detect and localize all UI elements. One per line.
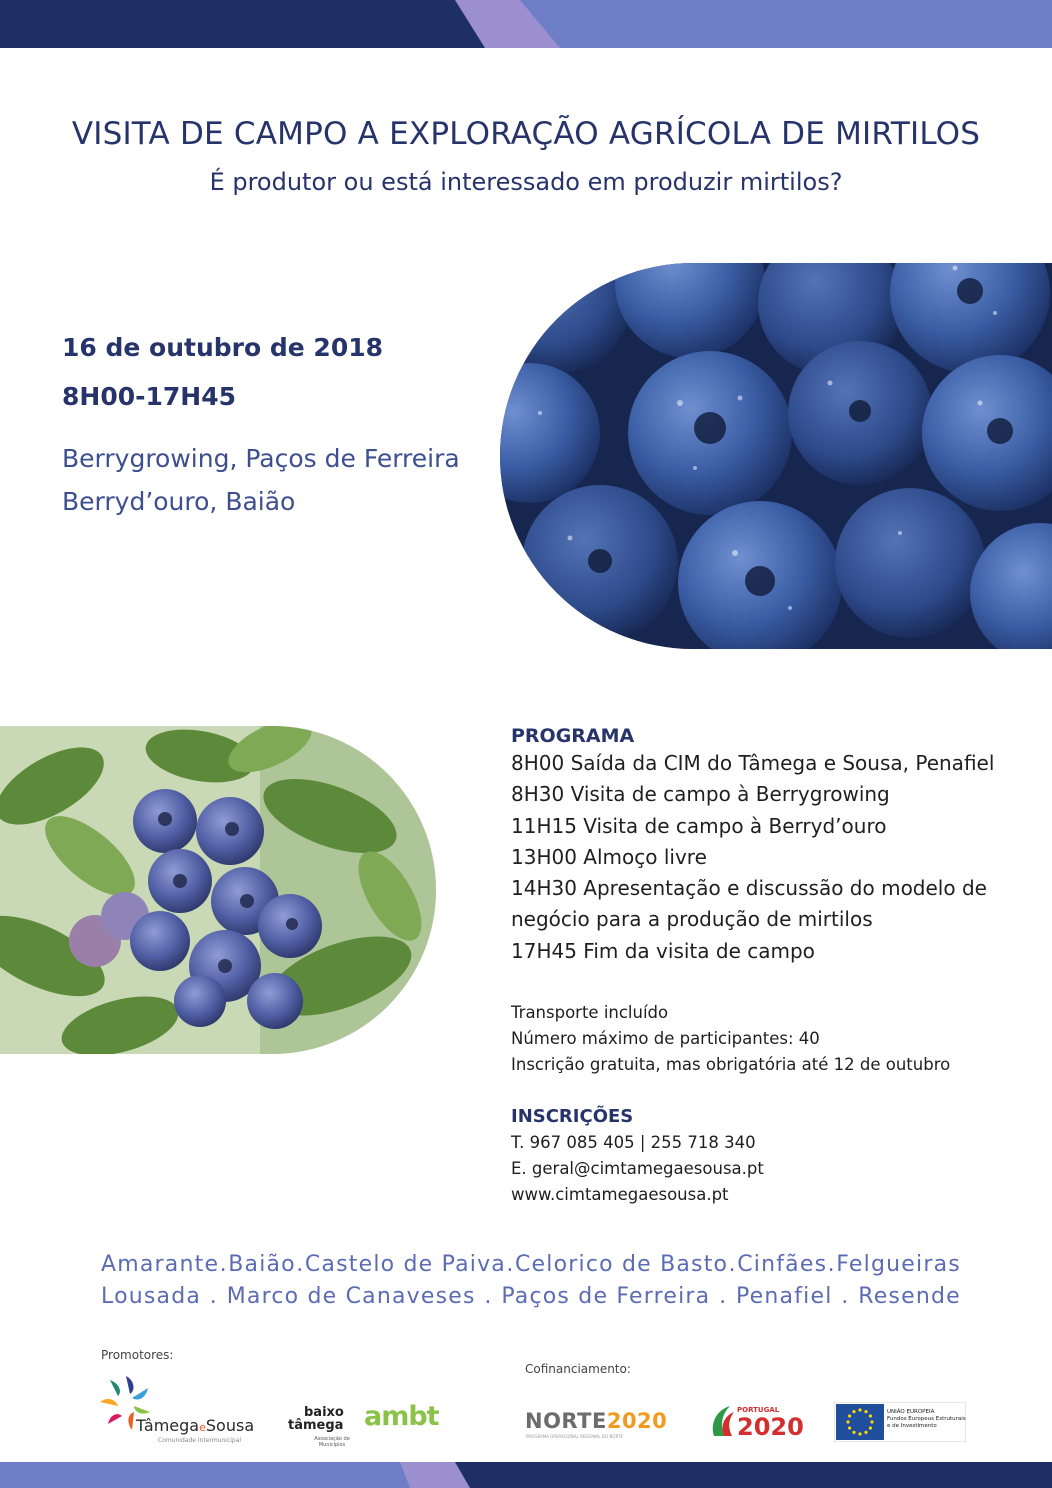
info-line: Inscrição gratuita, mas obrigatória até 12 de outubro — [511, 1055, 951, 1074]
page-title: VISITA DE CAMPO A EXPLORAÇÃO AGRÍCOLA DE MIRTILOS — [71, 116, 981, 152]
event-date: 16 de outubro de 2018 — [62, 333, 384, 362]
norte2020-logo-tagline: PROGRAMA OPERACIONAL REGIONAL DO NORTE — [526, 1434, 624, 1439]
program-item: 11H15 Visita de campo à Berryd’ouro — [511, 813, 887, 838]
event-place-2: Berryd’ouro, Baião — [62, 487, 296, 516]
separator: . — [484, 1284, 493, 1309]
program-item: 13H00 Almoço livre — [511, 844, 707, 869]
baixo-tamega-logo-text-1: baixo — [304, 1405, 344, 1420]
municipalities-row-2 — [101, 1284, 961, 1309]
registration-section — [511, 1104, 1031, 1208]
ambt-logo: ambt — [364, 1401, 439, 1432]
separator: . — [506, 1252, 515, 1277]
blueberries-photo — [500, 263, 1052, 649]
baixo-tamega-logo-tagline: Associação de Municípios — [314, 1436, 350, 1448]
info-line: Transporte incluído — [511, 1003, 669, 1022]
event-hours: 8H00-17H45 — [62, 382, 236, 411]
municipality: Castelo de Paiva — [304, 1252, 506, 1277]
event-place-1: Berrygrowing, Paços de Ferreira — [62, 444, 460, 473]
registration-phone: T. 967 085 405 | 255 718 340 — [511, 1133, 756, 1152]
top-decorative-bar — [0, 0, 1052, 48]
separator: . — [841, 1284, 850, 1309]
event-info — [511, 1000, 1031, 1078]
bottom-decorative-bar — [0, 1462, 1052, 1488]
tamega-logo-text: TâmegaeSousa — [136, 1416, 255, 1435]
program-item: 17H45 Fim da visita de campo — [511, 938, 815, 963]
registration-heading: INSCRIÇÕES — [511, 1106, 634, 1127]
separator: . — [827, 1252, 836, 1277]
registration-website[interactable]: www.cimtamegaesousa.pt — [511, 1185, 729, 1204]
municipality: Baião — [228, 1252, 296, 1277]
program-section — [511, 724, 1031, 967]
baixo-tamega-logo-text-2: tâmega — [288, 1418, 344, 1433]
separator: . — [719, 1284, 728, 1309]
page-subtitle: É produtor ou está interessado em produzir mirtilos? — [209, 168, 843, 196]
municipality: Marco de Canaveses — [226, 1284, 476, 1309]
blueberry-bush-photo — [0, 726, 436, 1054]
separator: . — [296, 1252, 305, 1277]
municipality: Resende — [858, 1284, 961, 1309]
municipality: Paços de Ferreira — [501, 1284, 711, 1309]
municipality: Cinfães — [737, 1252, 828, 1277]
promoters-label: Promotores: — [101, 1348, 174, 1362]
municipality: Lousada — [101, 1284, 202, 1309]
eu-logo-text: UNIÃO EUROPEIA Fundos Europeus Estruturais e de Investimento — [887, 1409, 966, 1429]
norte2020-logo: NORTE2020 — [525, 1409, 668, 1433]
program-item: 14H30 Apresentação e discussão do modelo de — [511, 876, 987, 901]
info-line: Número máximo de participantes: 40 — [511, 1029, 820, 1048]
separator: . — [728, 1252, 737, 1277]
municipalities-row-1 — [101, 1252, 961, 1277]
municipality: Amarante — [101, 1252, 220, 1277]
program-item: negócio para a produção de mirtilos — [511, 907, 873, 932]
program-item: 8H30 Visita de campo à Berrygrowing — [511, 782, 890, 807]
portugal2020-logo-text-1: PORTUGAL — [737, 1406, 780, 1414]
municipality: Celorico de Basto — [515, 1252, 729, 1277]
separator: . — [209, 1284, 218, 1309]
separator: . — [219, 1252, 228, 1277]
tamega-logo-tagline: Comunidade Intermunicipal — [158, 1437, 242, 1444]
registration-email[interactable]: E. geral@cimtamegaesousa.pt — [511, 1159, 764, 1178]
program-heading: PROGRAMA — [511, 725, 635, 747]
portugal2020-logo-text-2: 2020 — [737, 1413, 804, 1441]
program-item: 8H00 Saída da CIM do Tâmega e Sousa, Penafiel — [511, 751, 995, 775]
municipality: Penafiel — [736, 1284, 833, 1309]
municipality: Felgueiras — [836, 1252, 961, 1277]
cofinancing-label: Cofinanciamento: — [525, 1362, 631, 1376]
